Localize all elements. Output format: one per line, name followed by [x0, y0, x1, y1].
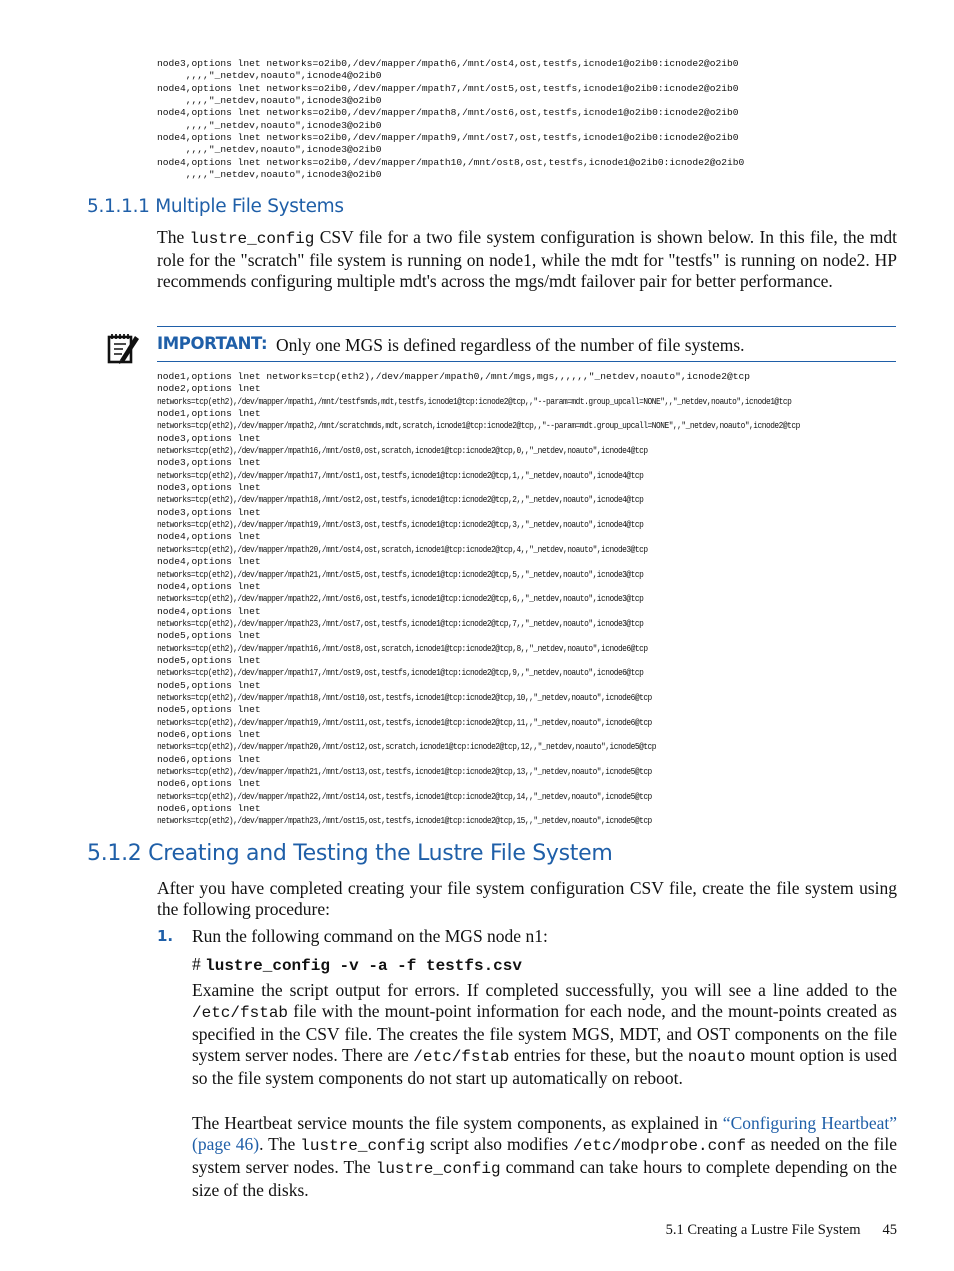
text: The [157, 227, 190, 247]
inline-code: lustre_config [300, 1137, 426, 1155]
section-heading-multiple-file-systems: 5.1.1.1 Multiple File Systems [87, 196, 344, 217]
code-line: node4,options lnet networks=o2ib0,/dev/mapper/mpath8,/mnt/ost6,ost,testfs,icnode1@o2ib0:icnode2@o2ib0 [157, 107, 739, 119]
text: mount option is used so the file system components do not start up automatically on reboot. [192, 1045, 897, 1088]
inline-code: /etc/modprobe.conf [573, 1137, 746, 1155]
code-line: node4,options lnet [157, 556, 261, 568]
code-line: node6,options lnet [157, 778, 261, 790]
code-line: networks=tcp(eth2),/dev/mapper/mpath21,/mnt/ost13,ost,testfs,icnode1@tcp:icnode2@tcp,13,,"_netdev,noauto",icnode5@tcp [157, 766, 652, 777]
code-line: node5,options lnet [157, 654, 261, 666]
step-number: 1. [157, 927, 174, 945]
code-line: networks=tcp(eth2),/dev/mapper/mpath18,/mnt/ost10,ost,testfs,icnode1@tcp:icnode2@tcp,10,,"_netdev,noauto",icnode6@tcp [157, 691, 652, 703]
code-line: ,,,,"_netdev,noauto",icnode3@o2ib0 [157, 169, 382, 181]
text: script also modifies [425, 1134, 574, 1154]
text: . The [259, 1134, 301, 1154]
code-line: node3,options lnet [157, 457, 261, 469]
paragraph-heartbeat [192, 1113, 897, 1201]
code-line: node3,options lnet [157, 432, 261, 444]
code-line: networks=tcp(eth2),/dev/mapper/mpath17,/mnt/ost9,ost,testfs,icnode1@tcp:icnode2@tcp,9,,"_netdev,noauto",icnode6@tcp [157, 667, 644, 679]
code-line: networks=tcp(eth2),/dev/mapper/mpath19,/mnt/ost11,ost,testfs,icnode1@tcp:icnode2@tcp,11,,"_netdev,noauto",icnode6@tcp [157, 716, 652, 728]
code-line: node5,options lnet [157, 704, 261, 716]
important-top-rule [157, 326, 896, 327]
code-line: networks=tcp(eth2),/dev/mapper/mpath2,/mnt/scratchmds,mdt,scratch,icnode1@tcp:icnode2@tcp,,"--param=mdt.group_upcall=NONE",,"_netdev,noauto",icnode2@tcp [157, 420, 800, 432]
code-line: networks=tcp(eth2),/dev/mapper/mpath23,/mnt/ost7,ost,testfs,icnode1@tcp:icnode2@tcp,7,,"_netdev,noauto",icnode3@tcp [157, 617, 644, 629]
command-line [192, 954, 522, 975]
section-heading-creating-testing: 5.1.2 Creating and Testing the Lustre File System [87, 841, 613, 866]
inline-code: /etc/fstab [192, 1004, 289, 1022]
important-label: IMPORTANT: [157, 334, 268, 353]
code-line: networks=tcp(eth2),/dev/mapper/mpath22,/mnt/ost6,ost,testfs,icnode1@tcp:icnode2@tcp,6,,"_netdev,noauto",icnode3@tcp [157, 593, 644, 605]
code-line: node6,options lnet [157, 803, 261, 815]
code-line: node3,options lnet [157, 482, 261, 494]
code-line: networks=tcp(eth2),/dev/mapper/mpath16,/mnt/ost8,ost,scratch,icnode1@tcp:icnode2@tcp,8,,"_netdev,noauto",icnode6@tcp [157, 642, 648, 654]
code-line: networks=tcp(eth2),/dev/mapper/mpath23,/mnt/ost15,ost,testfs,icnode1@tcp:icnode2@tcp,15,,"_netdev,noauto",icnode5@tcp [157, 815, 652, 827]
code-line: node4,options lnet [157, 531, 261, 543]
code-line: node4,options lnet networks=o2ib0,/dev/mapper/mpath7,/mnt/ost5,ost,testfs,icnode1@o2ib0:icnode2@o2ib0 [157, 82, 739, 94]
code-line: node3,options lnet networks=o2ib0,/dev/mapper/mpath6,/mnt/ost4,ost,testfs,icnode1@o2ib0:icnode2@o2ib0 [157, 58, 739, 69]
code-block-1 [157, 58, 897, 181]
command-prompt: # [192, 954, 206, 974]
important-note-icon [106, 331, 140, 365]
code-line: ,,,,"_netdev,noauto",icnode3@o2ib0 [157, 144, 382, 156]
code-line: node5,options lnet [157, 679, 261, 691]
code-line: node3,options lnet [157, 506, 261, 518]
code-line: node6,options lnet [157, 728, 261, 740]
inline-code: /etc/fstab [413, 1048, 510, 1066]
text: file with the mount-point information for each node, and the mount-points created as specified in the CSV file. The creates the file system MGS, MDT, and OST components on the file system server nodes. There are [192, 1001, 897, 1065]
text: The Heartbeat service mounts the file system components, as explained in [192, 1113, 723, 1133]
important-bottom-rule [157, 361, 896, 362]
paragraph-examine-output [192, 980, 897, 1089]
code-line: node1,options lnet [157, 408, 261, 420]
code-block-2 [157, 371, 897, 828]
code-line: node2,options lnet [157, 383, 261, 395]
code-line: node4,options lnet networks=o2ib0,/dev/mapper/mpath10,/mnt/ost8,ost,testfs,icnode1@o2ib0:icnode2@o2ib0 [157, 156, 745, 168]
configuring-heartbeat-link[interactable]: “Configuring Heartbeat” (page 46) [192, 1113, 897, 1154]
inline-code: lustre_config [375, 1160, 501, 1178]
footer-section-title: 5.1 Creating a Lustre File System [665, 1222, 861, 1238]
code-line: networks=tcp(eth2),/dev/mapper/mpath20,/mnt/ost12,ost,scratch,icnode1@tcp:icnode2@tcp,12,,"_netdev,noauto",icnode5@tcp [157, 741, 657, 753]
inline-code: lustre_config [189, 230, 315, 248]
code-line: networks=tcp(eth2),/dev/mapper/mpath21,/mnt/ost5,ost,testfs,icnode1@tcp:icnode2@tcp,5,,"_netdev,noauto",icnode3@tcp [157, 568, 644, 580]
code-line: ,,,,"_netdev,noauto",icnode3@o2ib0 [157, 95, 382, 107]
paragraph-multiple-fs [157, 227, 897, 292]
code-line: networks=tcp(eth2),/dev/mapper/mpath20,/mnt/ost4,ost,scratch,icnode1@tcp:icnode2@tcp,4,,"_netdev,noauto",icnode3@tcp [157, 543, 648, 555]
paragraph-intro: After you have completed creating your file system configuration CSV file, create the file system using the following procedure: [157, 878, 897, 919]
code-line: node5,options lnet [157, 630, 261, 642]
page-footer [600, 1222, 897, 1239]
important-text: Only one MGS is defined regardless of the number of file systems. [276, 335, 745, 355]
code-line: node4,options lnet networks=o2ib0,/dev/mapper/mpath9,/mnt/ost7,ost,testfs,icnode1@o2ib0:icnode2@o2ib0 [157, 132, 739, 144]
step-text: Run the following command on the MGS node n1: [192, 926, 548, 946]
code-line: node1,options lnet networks=tcp(eth2),/dev/mapper/mpath0,/mnt/mgs,mgs,,,,,,"_netdev,noauto",icnode2@tcp [157, 371, 750, 382]
text: as needed on the file system server nodes. The [192, 1134, 897, 1177]
code-line: node4,options lnet [157, 605, 261, 617]
text: command can take hours to complete depending on the size of the disks. [192, 1157, 897, 1200]
code-line: networks=tcp(eth2),/dev/mapper/mpath17,/mnt/ost1,ost,testfs,icnode1@tcp:icnode2@tcp,1,,"_netdev,noauto",icnode4@tcp [157, 469, 644, 481]
code-line: networks=tcp(eth2),/dev/mapper/mpath1,/mnt/testfsmds,mdt,testfs,icnode1@tcp:icnode2@tcp,,"--param=mdt.group_upcall=NONE",,"_netdev,noauto",icnode1@tcp [157, 395, 792, 407]
page-number: 45 [882, 1222, 897, 1238]
code-line: node4,options lnet [157, 580, 261, 592]
command-text: lustre_config -v -a -f testfs.csv [205, 957, 522, 975]
code-line: networks=tcp(eth2),/dev/mapper/mpath18,/mnt/ost2,ost,testfs,icnode1@tcp:icnode2@tcp,2,,"_netdev,noauto",icnode4@tcp [157, 494, 644, 506]
code-line: ,,,,"_netdev,noauto",icnode3@o2ib0 [157, 119, 382, 131]
code-line: networks=tcp(eth2),/dev/mapper/mpath22,/mnt/ost14,ost,testfs,icnode1@tcp:icnode2@tcp,14,,"_netdev,noauto",icnode5@tcp [157, 790, 652, 802]
code-line: ,,,,"_netdev,noauto",icnode4@o2ib0 [157, 70, 382, 82]
code-line: node6,options lnet [157, 753, 261, 765]
code-line: networks=tcp(eth2),/dev/mapper/mpath16,/mnt/ost0,ost,scratch,icnode1@tcp:icnode2@tcp,0,,"_netdev,noauto",icnode4@tcp [157, 445, 648, 457]
text: CSV file for a two file system configuration is shown below. In this file, the mdt role for the "scratch" file system is running on node1, while the mdt for "testfs" is running on node2. HP recommends configuring multiple mdt's across the mgs/mdt failover pair for better performance. [157, 227, 897, 291]
code-line: networks=tcp(eth2),/dev/mapper/mpath19,/mnt/ost3,ost,testfs,icnode1@tcp:icnode2@tcp,3,,"_netdev,noauto",icnode4@tcp [157, 519, 644, 531]
text: entries for these, but the [509, 1045, 688, 1065]
inline-code: noauto [687, 1048, 746, 1066]
text: Examine the script output for errors. If completed successfully, you will see a line added to the [192, 980, 897, 1000]
